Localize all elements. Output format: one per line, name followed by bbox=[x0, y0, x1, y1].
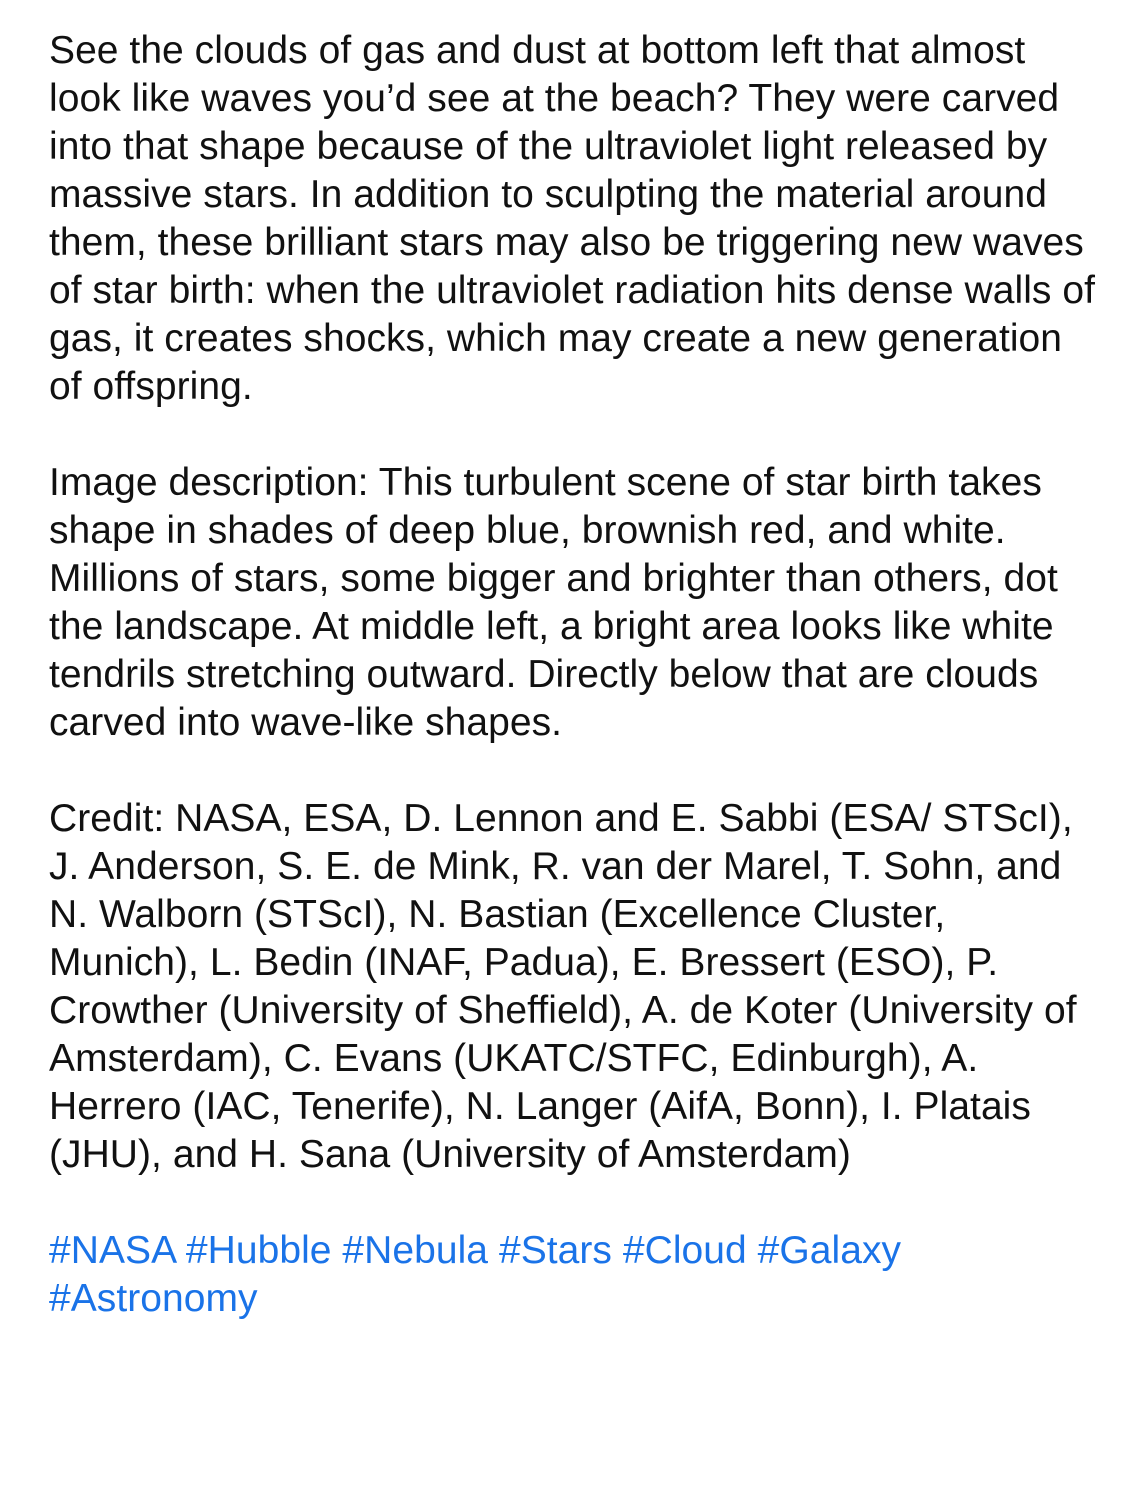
post-paragraph-credit: Credit: NASA, ESA, D. Lennon and E. Sabbi (ESA/ STScI), J. Anderson, S. E. de Mink, R. van der Marel, T. Sohn, and N. Walborn (STScI), N. Bastian (Excellence Cluster, Munich), L. Bedin (INAF, Padua), E. Bressert (ESO), P. Crowther (University of Sheffield), A. de Koter (University of Amsterdam), C. Evans (UKATC/STFC, Edinburgh), A. Herrero (IAC, Tenerife), N. Langer (AifA, Bonn), I. Platais (JHU), and H. Sana (University of Amsterdam) bbox=[49, 797, 1077, 1176]
hashtag-nebula[interactable]: #Nebula bbox=[342, 1229, 489, 1272]
hashtag-list bbox=[49, 1227, 1099, 1323]
hashtag-cloud[interactable]: #Cloud bbox=[622, 1229, 747, 1272]
post-body bbox=[49, 27, 1099, 1323]
hashtag-galaxy[interactable]: #Galaxy bbox=[757, 1229, 902, 1272]
post-paragraph-image-description: Image description: This turbulent scene of star birth takes shape in shades of deep blue, brownish red, and white. Millions of stars, some bigger and brighter than others, dot the landscape. At middle left, a bright area looks like white tendrils stretching outward. Directly below that are clouds carved into wave-like shapes. bbox=[49, 461, 1058, 744]
hashtag-hubble[interactable]: #Hubble bbox=[185, 1229, 332, 1272]
hashtag-nasa[interactable]: #NASA bbox=[49, 1229, 175, 1272]
hashtag-astronomy[interactable]: #Astronomy bbox=[49, 1277, 258, 1320]
post-paragraph-description: See the clouds of gas and dust at bottom left that almost look like waves you’d see at the beach? They were carved into that shape because of the ultraviolet light released by massive stars. In addition to sculpting the material around them, these brilliant stars may also be triggering new waves of star birth: when the ultraviolet radiation hits dense walls of gas, it creates shocks, which may create a new generation of offspring. bbox=[49, 29, 1095, 408]
hashtag-stars[interactable]: #Stars bbox=[498, 1229, 612, 1272]
